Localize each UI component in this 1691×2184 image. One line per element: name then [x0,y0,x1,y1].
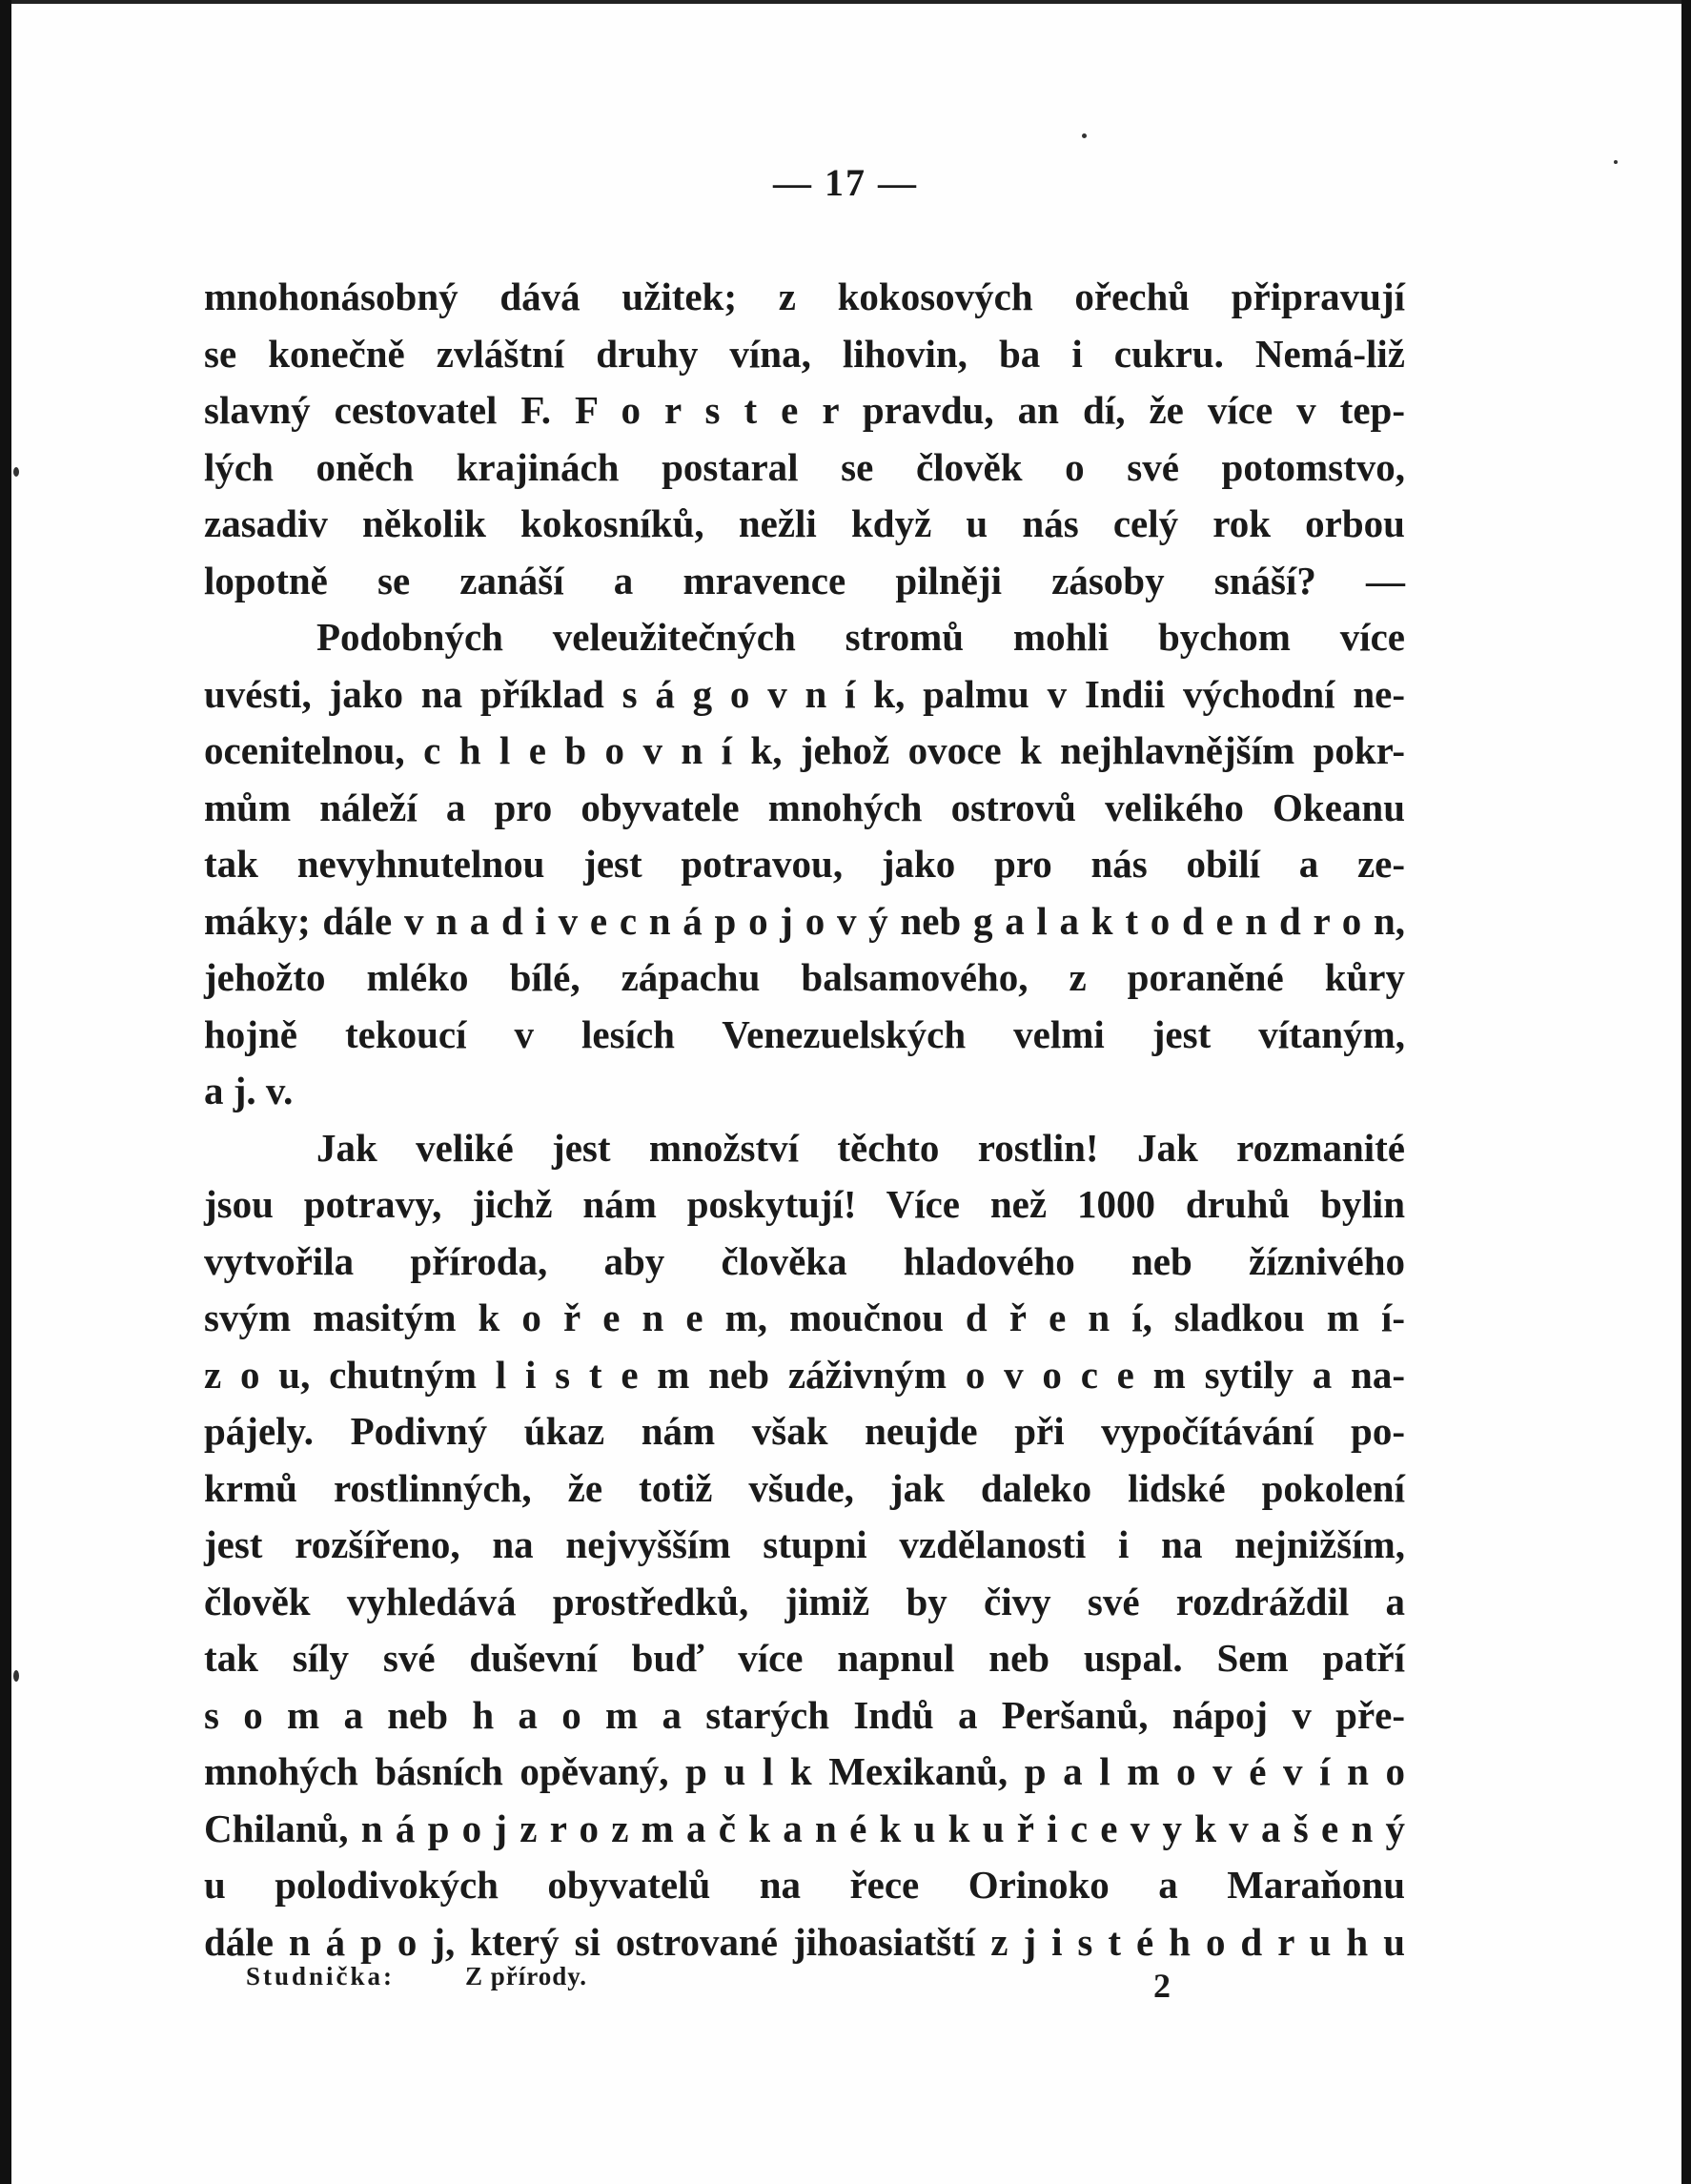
scan-edge-right [1681,0,1691,2184]
text-line: mům náleží a pro obyvatele mnohých ostrovů velikého Okeanu [204,785,1405,829]
text-line: mnohých básních opěvaný, p u l k Mexikanů, p a l m o v é v í n o [204,1749,1405,1793]
text-line: mnohonásobný dává užitek; z kokosových ořechů připravují [204,275,1405,318]
text-line: krmů rostlinných, že totiž všude, jak daleko lidské pokolení [204,1465,1405,1510]
text-line: s o m a neb h a o m a starých Indů a Peršanů, nápoj v pře- [204,1692,1405,1737]
body-text [204,269,1405,1970]
footer-author: Studnička: [246,1962,396,1990]
scan-speck [1082,133,1087,138]
text-line: ocenitelnou, c h l e b o v n í k, jehož ovoce k nejhlavnějším pokr- [204,728,1405,772]
text-line: jest rozšířeno, na nejvyšším stupni vzdělanosti i na nejnižším, [204,1522,1405,1566]
page-number: — 17 — [773,161,918,204]
text-line: tak nevyhnutelnou jest potravou, jako pro nás obilí a ze- [204,842,1405,886]
scan-speck [13,467,19,477]
text-line: Chilanů, n á p o j z r o z m a č k a n é k u k u ř i c e v y k v a š e n ý [204,1806,1405,1850]
text-line: hojně tekoucí v lesích Venezuelských velmi jest vítaným, [204,1011,1405,1056]
text-line: tak síly své duševní buď více napnul neb uspal. Sem patří [204,1636,1405,1680]
text-line: se konečně zvláštní druhy vína, lihovin, ba i cukru. Nemá-liž [204,331,1405,376]
text-line: svým masitým k o ř e n e m, moučnou d ř e n í, sladkou m í- [204,1296,1405,1339]
text-line: Jak veliké jest množství těchto rostlin! Jak rozmanité [316,1125,1405,1170]
text-line: jehožto mléko bílé, zápachu balsamového, z poraněné kůry [204,955,1405,999]
footer-signature-mark: 2 [1153,1967,1171,2005]
text-line: vytvořila příroda, aby člověka hladového neb žíznivého [204,1238,1405,1283]
text-line: člověk vyhledává prostředků, jimiž by čivy své rozdráždil a [204,1579,1405,1623]
scan-edge-top [0,0,1691,4]
text-line: jsou potravy, jichž nám poskytují! Více než 1000 druhů bylin [204,1182,1405,1226]
text-line: máky; dále v n a d i v e c n á p o j o v ý neb g a l a k t o d e n d r o n, [204,898,1405,943]
footer-book-title: Z přírody. [465,1962,588,1990]
text-line: slavný cestovatel F. F o r s t e r pravdu, an dí, že více v tep- [204,388,1405,432]
text-line: pájely. Podivný úkaz nám však neujde při vypočítávání po- [204,1409,1405,1453]
text-line: lopotně se zanáší a mravence pilněji zásoby snáší? — [204,558,1405,602]
text-line: dále n á p o j, který si ostrované jihoasiatští z j i s t é h o d r u h u [204,1919,1405,1964]
scan-edge-left [0,0,11,2184]
text-line: uvésti, jako na příklad s á g o v n í k, palmu v Indii východní ne- [204,671,1405,716]
text-line: z o u, chutným l i s t e m neb záživným o v o c e m sytily a na- [204,1352,1405,1397]
page-footer [246,1962,1199,2008]
text-line: zasadiv několik kokosníků, nežli když u nás celý rok orbou [204,501,1405,545]
text-line: lých oněch krajinách postaral se člověk o své potomstvo, [204,444,1405,489]
text-line: Podobných veleužitečných stromů mohli bychom více [316,615,1405,659]
text-line: a j. v. [204,1069,294,1112]
scan-speck [13,1670,19,1682]
text-line: u polodivokých obyvatelů na řece Orinoko a Maraňonu [204,1863,1405,1907]
